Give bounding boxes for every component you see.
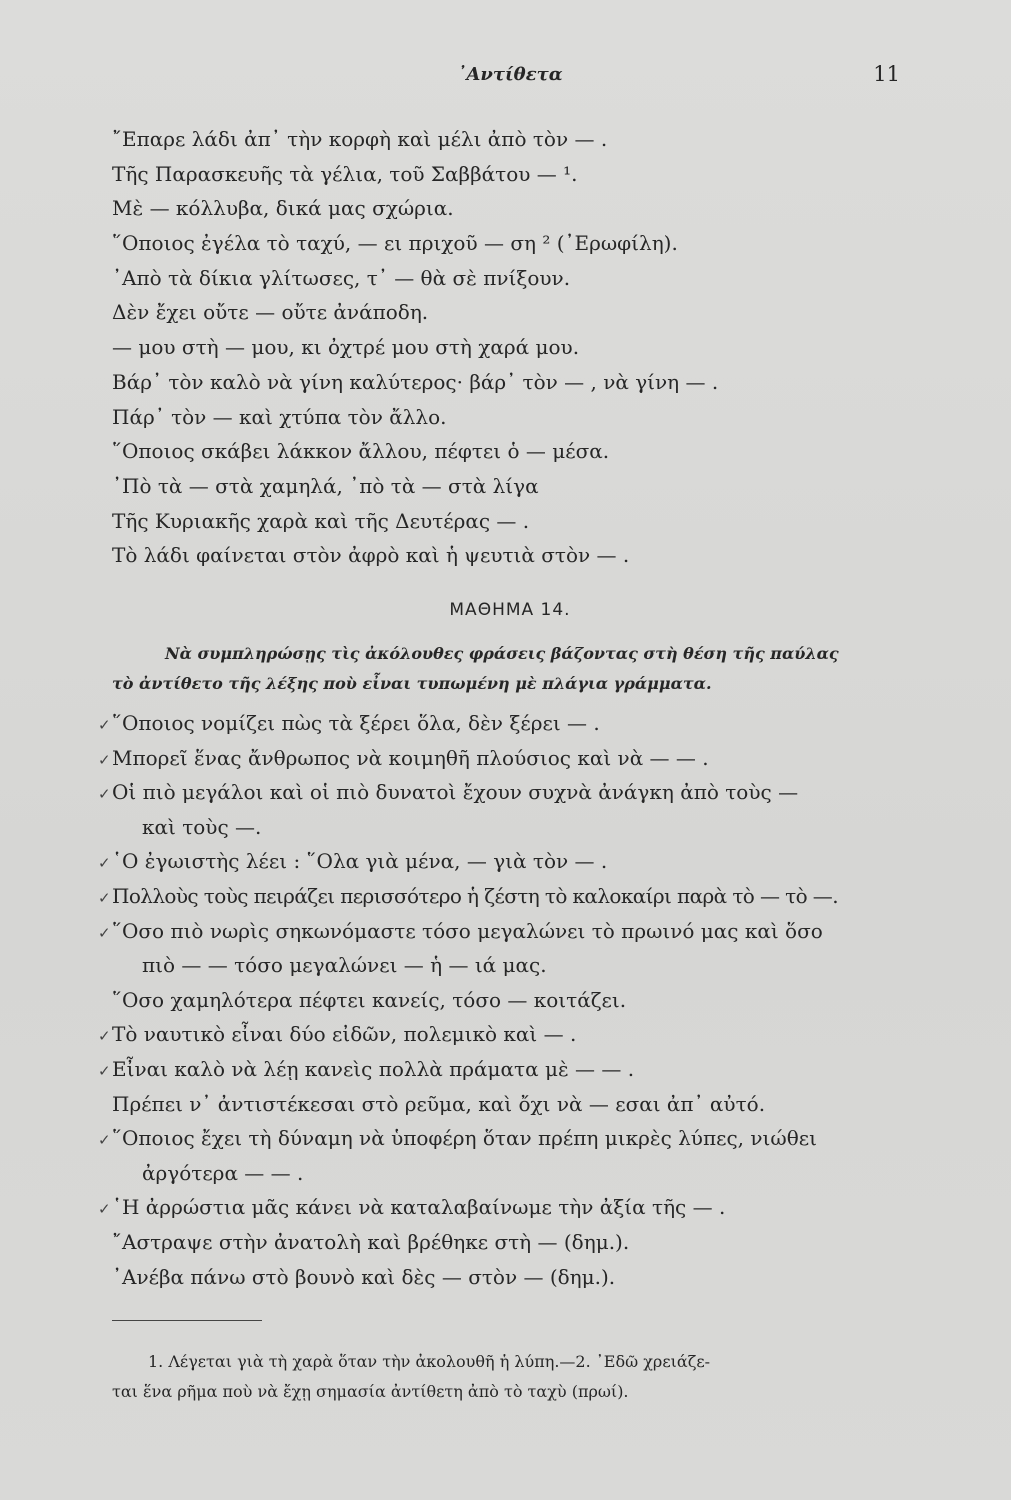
lesson-instruction-line: Νὰ συμπληρώσῃς τὶς ἀκόλουθες φράσεις βάζοντας στὴ θέση τῆς παύλας (165, 644, 839, 663)
exercise-text: ῞Οσο πιὸ νωρὶς σηκωνόμαστε τόσο μεγαλώνει τὸ πρωινό μας καὶ ὅσο (112, 918, 823, 943)
check-mark-icon: ✓ (98, 923, 111, 942)
lesson-instruction-line: τὸ ἀντίθετο τῆς λέξης ποὺ εἶναι τυπωμένη μὲ πλάγια γράμματα. (112, 674, 712, 693)
exercise-text: Πολλοὺς τοὺς πειράζει περισσότερο ἡ ζέστη τὸ καλοκαίρι παρὰ τὸ — τὸ —. (112, 883, 838, 908)
exercise-line: Πρέπει ν᾿ ἀντιστέκεσαι στὸ ρεῦμα, καὶ ὄχι νὰ — εσαι ἀπ᾿ αὐτό. (112, 1091, 766, 1116)
proverb-line: Βάρ᾿ τὸν καλὸ νὰ γίνη καλύτερος· βάρ᾿ τὸν — , νὰ γίνη — . (112, 369, 719, 394)
exercise-line (98, 914, 912, 949)
exercise-list (98, 706, 912, 1294)
exercise-line: ᾿Ανέβα πάνω στὸ βουνὸ καὶ δὲς — στὸν — (δημ.). (112, 1264, 616, 1289)
exercise-text: Τὸ ναυτικὸ εἶναι δύο εἰδῶν, πολεμικὸ καὶ — . (112, 1022, 577, 1047)
exercise-line (98, 775, 912, 810)
proverb-line: Μὲ — κόλλυβα, δικά μας σχώρια. (112, 196, 454, 221)
exercise-line (98, 1017, 912, 1052)
lesson-heading: ΜΑΘΗΜΑ 14. (449, 600, 571, 620)
exercise-line-continued: ἀργότερα — — . (142, 1160, 304, 1185)
exercise-text: Εἶναι καλὸ νὰ λέῃ κανεὶς πολλὰ πράματα μὲ — — . (112, 1056, 635, 1081)
proverb-line: — μου στὴ — μου, κι ὀχτρέ μου στὴ χαρά μου. (112, 335, 580, 360)
proverb-line: ᾿Απὸ τὰ δίκια γλίτωσες, τ᾿ — θὰ σὲ πνίξουν. (112, 265, 571, 290)
check-mark-icon: ✓ (98, 1061, 111, 1080)
check-mark-icon: ✓ (98, 888, 111, 907)
check-mark-icon: ✓ (98, 1200, 111, 1219)
check-mark-icon: ✓ (98, 1131, 111, 1150)
check-mark-icon: ✓ (98, 750, 111, 769)
check-mark-icon: ✓ (98, 1027, 111, 1046)
page-number: 11 (873, 62, 900, 86)
exercise-line (98, 879, 912, 914)
exercise-text: ῾Ο ἐγωιστὴς λέει : ῞Ολα γιὰ μένα, — γιὰ τὸν — . (112, 849, 608, 874)
exercise-text: ῞Οποιος νομίζει πὼς τὰ ξέρει ὅλα, δὲν ξέρει — . (112, 711, 600, 735)
exercise-line-continued: καὶ τοὺς —. (142, 814, 262, 839)
proverb-line: ῞Οποιος ἐγέλα τὸ ταχύ, — ει πριχοῦ — ση ² (᾿Ερωφίλη). (112, 231, 678, 256)
exercise-line (98, 844, 912, 879)
exercise-line (98, 1121, 912, 1156)
proverb-line: Τὸ λάδι φαίνεται στὸν ἀφρὸ καὶ ἡ ψευτιὰ στὸν — . (112, 543, 630, 568)
proverb-line: Πάρ᾿ τὸν — καὶ χτύπα τὸν ἄλλο. (112, 404, 447, 429)
exercise-line (98, 1052, 912, 1087)
proverb-line: ῞Οποιος σκάβει λάκκον ἄλλου, πέφτει ὁ — μέσα. (112, 439, 610, 464)
proverb-line: Τῆς Παρασκευῆς τὰ γέλια, τοῦ Σαββάτου — ¹. (112, 161, 578, 186)
exercise-text: Οἱ πιὸ μεγάλοι καὶ οἱ πιὸ δυνατοὶ ἔχουν συχνὰ ἀνάγκη ἀπὸ τοὺς — (112, 780, 799, 805)
exercise-line: ῞Οσο χαμηλότερα πέφτει κανείς, τόσο — κοιτάζει. (112, 987, 627, 1012)
check-mark-icon: ✓ (98, 785, 111, 804)
proverb-line: ᾿Πὸ τὰ — στὰ χαμηλά, ᾿πὸ τὰ — στὰ λίγα (112, 473, 539, 498)
check-mark-icon: ✓ (98, 716, 111, 734)
footnote-line: ται ἕνα ρῆμα ποὺ νὰ ἔχῃ σημασία ἀντίθετη ἀπὸ τὸ ταχὺ (πρωί). (112, 1382, 629, 1401)
proverb-line: Δὲν ἔχει οὔτε — οὔτε ἀνάποδη. (112, 300, 429, 325)
footnote-divider (112, 1320, 262, 1321)
check-mark-icon: ✓ (98, 854, 111, 873)
proverb-line: Τῆς Κυριακῆς χαρὰ καὶ τῆς Δευτέρας — . (112, 508, 530, 533)
exercise-line (98, 741, 912, 776)
proverb-line: ῎Επαρε λάδι ἀπ᾿ τὴν κορφὴ καὶ μέλι ἀπὸ τὸν — . (112, 127, 608, 151)
exercise-line: ῎Αστραψε στὴν ἀνατολὴ καὶ βρέθηκε στὴ — (δημ.). (112, 1229, 630, 1254)
exercise-line (98, 706, 912, 741)
running-header-title: ᾿Αντίθετα (457, 64, 563, 85)
exercise-text: Μπορεῖ ἕνας ἄνθρωπος νὰ κοιμηθῆ πλούσιος καὶ νὰ — — . (112, 745, 709, 770)
proverb-list (112, 122, 912, 573)
exercise-text: ῾Η ἀρρώστια μᾶς κάνει νὰ καταλαβαίνωμε τὴν ἀξία τῆς — . (112, 1195, 726, 1220)
exercise-line-continued: πιὸ — — τόσο μεγαλώνει — ἡ — ιά μας. (142, 953, 547, 978)
exercise-text: ῞Οποιος ἔχει τὴ δύναμη νὰ ὑποφέρη ὅταν πρέπη μικρὲς λύπες, νιώθει (112, 1126, 817, 1151)
footnote-line: 1. Λέγεται γιὰ τὴ χαρὰ ὅταν τὴν ἀκολουθῆ ἡ λύπη.—2. ᾿Εδῶ χρειάζε- (148, 1352, 711, 1371)
exercise-line (98, 1190, 912, 1225)
